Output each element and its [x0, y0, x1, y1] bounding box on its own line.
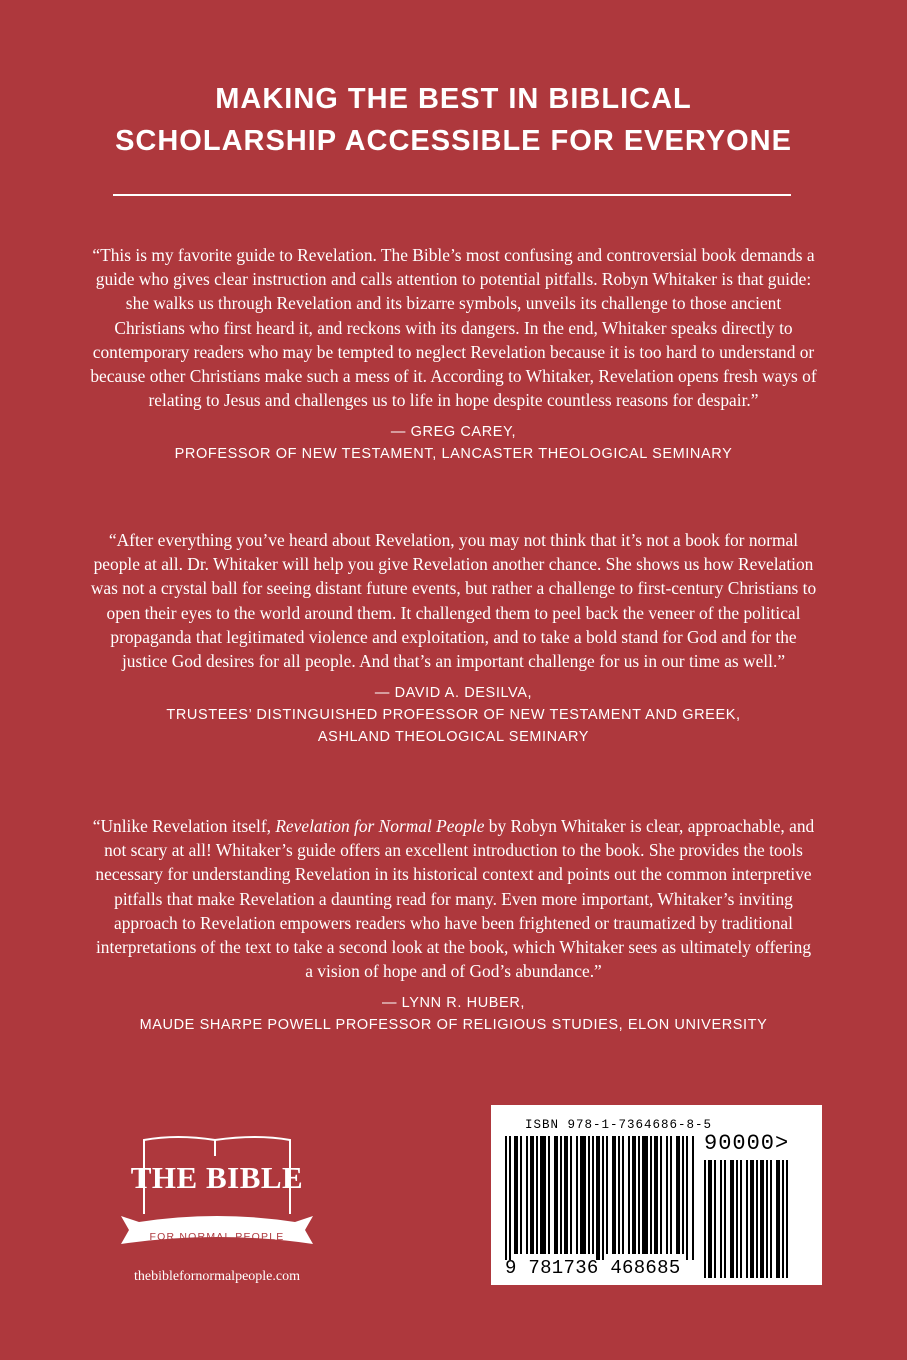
barcode-bar [540, 1136, 546, 1254]
barcode-bar [740, 1160, 742, 1278]
barcode-bar [570, 1136, 572, 1254]
barcode-digits: 9 781736 468685 [505, 1257, 681, 1279]
barcode-bar [520, 1136, 522, 1254]
barcode-bar [682, 1136, 684, 1254]
endorser-name: — GREG CAREY, [390, 424, 517, 441]
barcode-bar [526, 1136, 528, 1254]
quote-text: “This is my favorite guide to Revelation. The Bible’s most confusing and controversial book demands a guide who gives clear instruction and calls attention to potential pitfalls. Robyn Whitaker is that guide: she walks us through Revelation and its bizarre symbols, unveils its challenge to those ancient Christians who first heard it, and reckons with its dangers. In the end, Whitaker speaks directly to contemporary readers who may be tempted to neglect Revelation because it is too hard to understand or because other Christians make such a mess of it. According to Whitaker, Revelation opens fresh ways of relating to Jesus and challenges us to life in hope despite countless reasons for despair.” [90, 245, 817, 411]
attribution [90, 421, 817, 465]
quote-text [90, 814, 817, 983]
endorser-title: MAUDE SHARPE POWELL PROFESSOR OF RELIGIOUS STUDIES, ELON UNIVERSITY [139, 1017, 768, 1034]
barcode-bar [654, 1136, 658, 1254]
price-code: 90000> [704, 1131, 790, 1156]
barcode-bar [776, 1160, 780, 1278]
quote-text-end: by Robyn Whitaker is clear, approachable, and not scary at all! Whitaker’s guide offers an excellent introduction to the book. She provides the tools necessary for understanding Revelation in its historical context and points out the common interpretive pitfalls that make Revelation a daunting read for many. Even more important, Whitaker’s inviting approach to Revelation empowers readers who have been frightened or traumatized by traditional interpretations of the text to take a second look at the book, which Whitaker sees as ultimately offering a vision of hope and of God’s abundance.” [95, 816, 815, 982]
barcode-bar [642, 1136, 648, 1254]
barcode-bar [622, 1136, 624, 1254]
headline-line-2: SCHOLARSHIP ACCESSIBLE FOR EVERYONE [115, 125, 792, 157]
barcode-bar [730, 1160, 734, 1278]
barcode-bar [628, 1136, 630, 1254]
book-title: Revelation for Normal People [275, 816, 485, 836]
barcode-bar [666, 1136, 668, 1254]
barcode-bar [770, 1160, 772, 1278]
website-url: thebiblefornormalpeople.com [134, 1269, 300, 1284]
barcode-bar [588, 1136, 590, 1254]
barcode-bar [638, 1136, 640, 1254]
barcode-bar [724, 1160, 726, 1278]
barcode-bar [660, 1136, 662, 1254]
barcode-bar [618, 1136, 620, 1254]
price-barcode-bars [704, 1160, 812, 1278]
barcode-bar [606, 1136, 608, 1254]
logo-title: THE BIBLE [130, 1160, 304, 1195]
endorser-affiliation: ASHLAND THEOLOGICAL SEMINARY [317, 729, 590, 746]
barcode-bar [670, 1136, 672, 1254]
ean-barcode-bars [505, 1136, 695, 1260]
publisher-logo [117, 1130, 317, 1250]
barcode-bar [530, 1136, 534, 1254]
attribution [90, 992, 817, 1036]
barcode-bar [580, 1136, 586, 1254]
barcode-bar [786, 1160, 788, 1278]
barcode-bar [692, 1136, 694, 1260]
quote-text-start: “Unlike Revelation itself, [92, 816, 276, 836]
barcode-bar [509, 1136, 511, 1260]
barcode-bar [554, 1136, 558, 1254]
endorser-title: TRUSTEES’ DISTINGUISHED PROFESSOR OF NEW TESTAMENT AND GREEK, [166, 707, 741, 724]
endorsement-carey [90, 243, 817, 465]
barcode-bar [564, 1136, 568, 1254]
barcode-bar [576, 1136, 578, 1254]
barcode-bar [536, 1136, 538, 1254]
barcode-bar [560, 1136, 562, 1254]
barcode-bar [632, 1136, 636, 1254]
barcode-bar [592, 1136, 594, 1254]
quote-text: “After everything you’ve heard about Revelation, you may not think that it’s not a book for normal people at all. Dr. Whitaker will help you give Revelation another chance. She shows us how Revelation was not a crystal ball for seeing distant future events, but rather a challenge to first-century Christians to open their eyes to the world around them. It challenged them to peel back the veneer of the political propaganda that legitimated violence and exploitation, and to take a bold stand for God and for the justice God desires for all people. And that’s an important challenge for us in our time as well.” [90, 530, 817, 672]
barcode-bar [596, 1136, 600, 1260]
barcode-bar [760, 1160, 764, 1278]
isbn-barcode [491, 1105, 822, 1285]
endorsement-desilva [90, 528, 817, 748]
headline-line-1: MAKING THE BEST IN BIBLICAL [215, 83, 692, 115]
endorser-title: PROFESSOR OF NEW TESTAMENT, LANCASTER THEOLOGICAL SEMINARY [174, 446, 733, 463]
barcode-bar [505, 1136, 507, 1260]
isbn-label: ISBN 978-1-7364686-8-5 [525, 1118, 713, 1132]
barcode-bar [676, 1136, 680, 1254]
endorser-name: — DAVID A. DESILVA, [374, 685, 533, 702]
barcode-bar [746, 1160, 748, 1278]
barcode-bar [714, 1160, 716, 1278]
endorsement-huber [90, 814, 817, 1036]
barcode-bar [708, 1160, 712, 1278]
headline [0, 78, 907, 162]
barcode-bar [782, 1160, 784, 1278]
barcode-bar [548, 1136, 550, 1254]
barcode-bar [756, 1160, 758, 1278]
barcode-bar [750, 1160, 754, 1278]
divider [113, 194, 791, 196]
barcode-bar [686, 1136, 688, 1260]
barcode-bar [766, 1160, 768, 1278]
barcode-bar [720, 1160, 722, 1278]
barcode-bar [650, 1136, 652, 1254]
barcode-bar [736, 1160, 738, 1278]
endorser-name: — LYNN R. HUBER, [381, 995, 526, 1012]
barcode-bar [612, 1136, 616, 1254]
barcode-bar [602, 1136, 604, 1260]
barcode-bar [514, 1136, 518, 1254]
logo-banner-text: FOR NORMAL PEOPLE [149, 1231, 285, 1243]
attribution [90, 682, 817, 748]
